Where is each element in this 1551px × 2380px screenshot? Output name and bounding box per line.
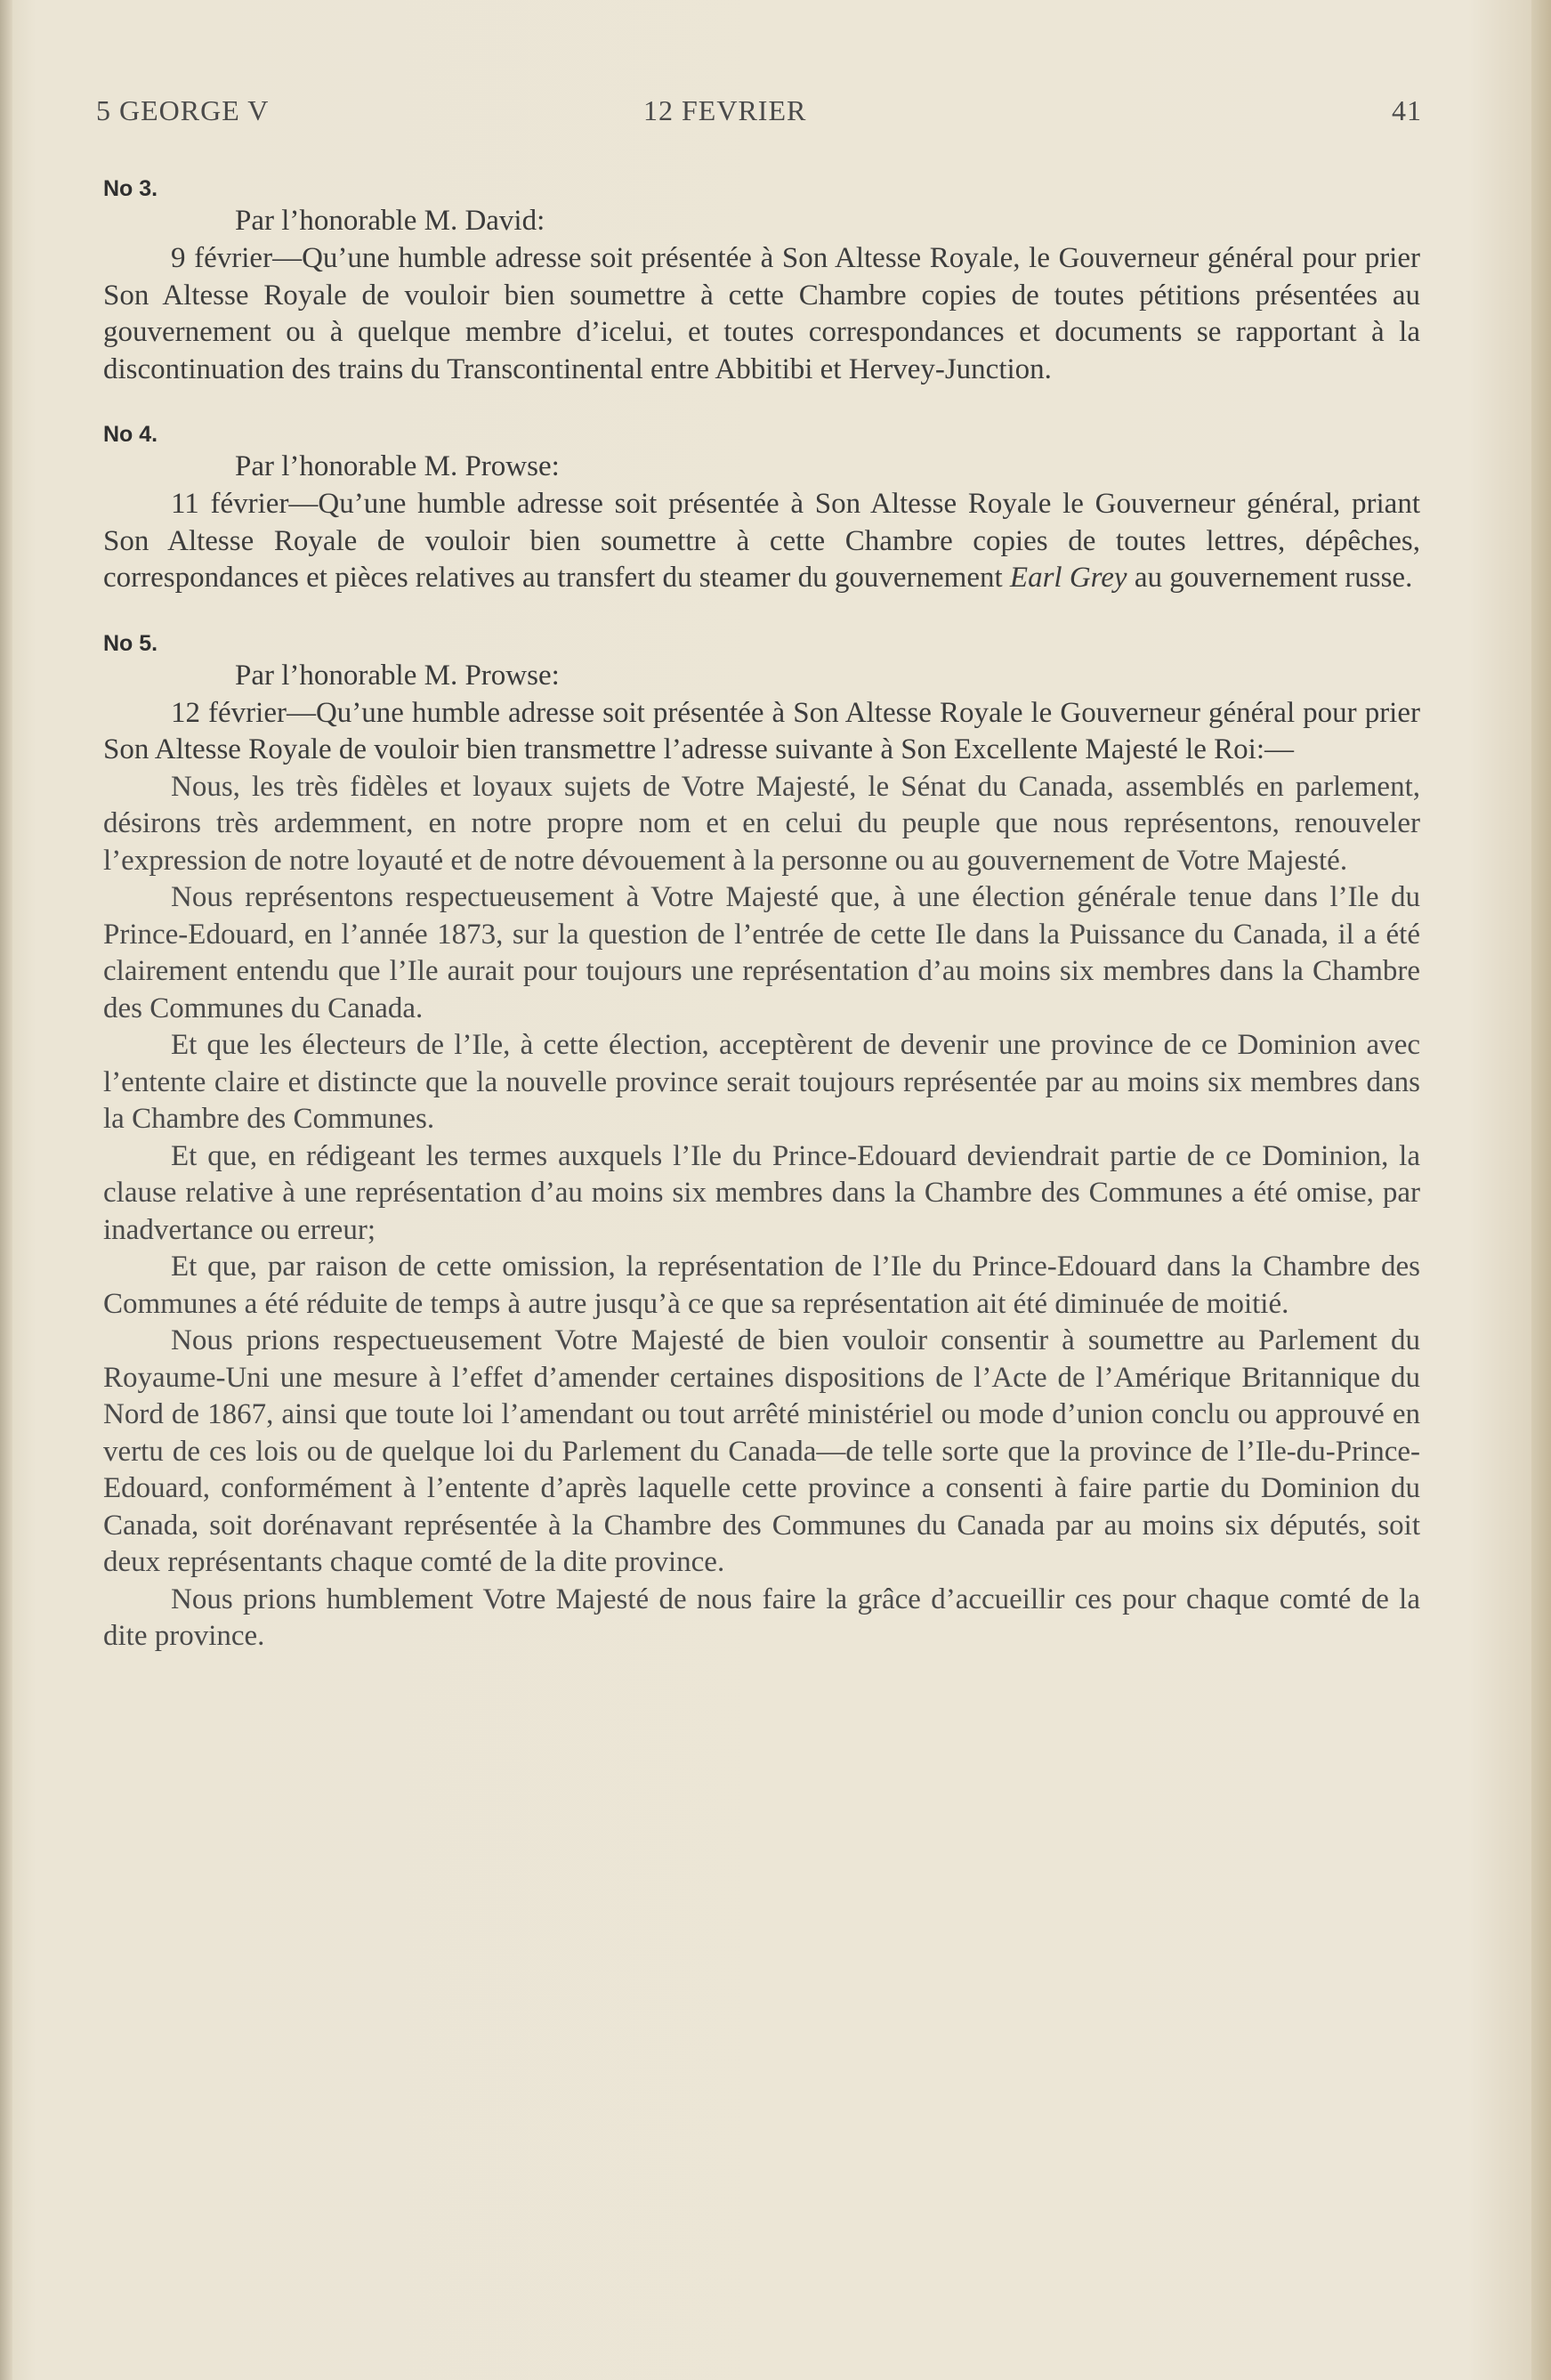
address-paragraph: Nous prions humblement Votre Majesté de nous faire la grâce d’accueillir ces pour chaque comté de la dite province.: [103, 1583, 1420, 1652]
address-paragraph: Et que, en rédigeant les termes auxquels l’Ile du Prince-Edouard deviendrait partie de ce Dominion, la clause relative à une représentation d’au moins six membres dans la Chambre des Communes a été omise, par inadvertance ou erreur;: [103, 1139, 1420, 1246]
entry-number: No 4.: [103, 422, 158, 447]
address-text: [103, 769, 1420, 1655]
binding-edge: [0, 0, 12, 2380]
address-paragraph: Nous prions respectueusement Votre Majesté de bien vouloir consentir à soumettre au Parlement du Royaume-Uni une mesure à l’effet d’amender certaines dispositions de l’Acte de l’Amérique Britannique du Nord de 1867, ainsi que toute loi l’amendant ou tout arrêté ministériel ou mode d’union conclu ou approuvé en vertu de ces lois ou de quelque loi du Parlement du Canada—de telle sorte que la province de l’Ile-du-Prince-Edouard, conformément à l’entente d’après laquelle cette province a consenti à faire partie du Dominion du Canada, soit dorénavant représentée à la Chambre des Communes du Canada par au moins six députés, soit deux représentants chaque comté de la dite province.: [103, 1324, 1420, 1578]
page-body: [103, 176, 1420, 1689]
motion-paragraph: [103, 486, 1420, 597]
address-paragraph: Nous, les très fidèles et loyaux sujets de Votre Majesté, le Sénat du Canada, assemblés en parlement, désirons très ardemment, en notre propre nom et en celui du peuple que nous représentons, renouveler l’expression de notre loyauté et de notre dévouement à la personne ou au gouvernement de Votre Majesté.: [103, 770, 1420, 877]
address-paragraph: Et que, par raison de cette omission, la représentation de l’Ile du Prince-Edouard dans la Chambre des Communes a été réduite de temps à autre jusqu’à ce que sa représentation ait été diminuée de moitié.: [103, 1251, 1420, 1320]
ship-name: Earl Grey: [1009, 562, 1127, 594]
entry-no-5: [103, 631, 1420, 1655]
motion-text-end: au gouvernement russe.: [1134, 562, 1413, 594]
motion-paragraph: 9 février—Qu’une humble adresse soit présentée à Son Altesse Royale, le Gouverneur général pour prier Son Altesse Royale de vouloir bien soumettre à cette Chambre copies de toutes pétitions présentées au gouvernement ou à quelque membre d’icelui, et toutes correspondances et documents se rapportant à la discontinuation des trains du Transcontinental entre Abbitibi et Hervey-Junction.: [103, 242, 1420, 385]
page-edge: [1531, 0, 1551, 2380]
entry-speaker: Par l’honorable M. Prowse:: [235, 659, 560, 692]
entry-number: No 5.: [103, 630, 158, 656]
entry-speaker: Par l’honorable M. David:: [235, 205, 545, 237]
entry-no-4: [103, 422, 1420, 597]
motion-text: 11 février—Qu’une humble adresse soit présentée à Son Altesse Royale le Gouverneur général, priant Son Altesse Royale de vouloir bien soumettre à cette Chambre copies de toutes lettres, dépêches, correspondances et pièces relatives au transfert du steamer du gouvernement: [103, 488, 1420, 594]
entry-speaker: Par l’honorable M. Prowse:: [235, 450, 560, 482]
motion-paragraph: 12 février—Qu’une humble adresse soit présentée à Son Altesse Royale le Gouverneur général pour prier Son Altesse Royale de vouloir bien transmettre l’adresse suivante à Son Excellente Majesté le Roi:—: [103, 696, 1420, 765]
address-paragraph: Et que les électeurs de l’Ile, à cette élection, acceptèrent de devenir une province de ce Dominion avec l’entente claire et distincte que la nouvelle province serait toujours représentée par au moins six membres dans la Chambre des Communes.: [103, 1029, 1420, 1135]
page-number: 41: [1392, 94, 1422, 126]
entry-no-3: [103, 176, 1420, 388]
entry-number: No 3.: [103, 176, 158, 201]
header-regnal-year: 5 GEORGE V: [96, 94, 270, 126]
address-paragraph: Nous représentons respectueusement à Votre Majesté que, à une élection générale tenue dans l’Ile du Prince-Edouard, en l’année 1873, sur la question de l’entrée de cette Ile dans la Puissance du Canada, il a été clairement entendu que l’Ile aurait pour toujours une représentation d’au moins six membres dans la Chambre des Communes du Canada.: [103, 881, 1420, 1024]
running-head: [96, 94, 1422, 134]
header-date: 12 FEVRIER: [643, 94, 807, 126]
